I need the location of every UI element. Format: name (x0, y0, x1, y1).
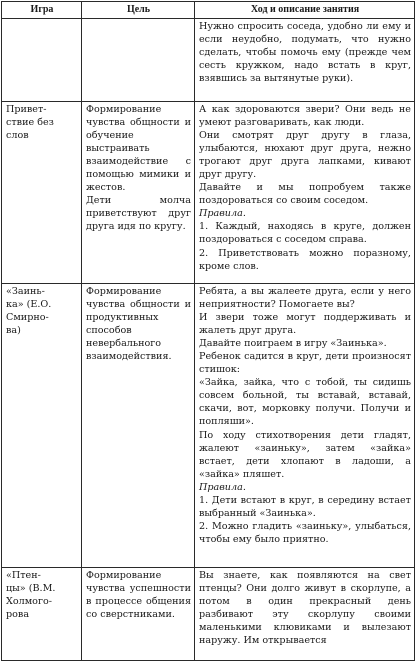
description-cell (195, 568, 415, 661)
description-paragraph: Ребенок садится в круг, дети произносят стишок: (199, 351, 411, 376)
goal-cell (82, 102, 195, 284)
description-paragraph: 1. Каждый, находясь в круге, должен поздороваться с соседом справа. (199, 221, 411, 246)
description-paragraph: Давайте поиграем в игру «Заинька». (199, 338, 387, 350)
table-row (2, 102, 415, 284)
header-goal: Цель (82, 2, 195, 19)
goal-cell (82, 568, 195, 661)
description-paragraph: Они смотрят друг другу в глаза, улыбаются, нюхают друг друга, нежно трогают друг друга лапками, кивают друг другу. (199, 130, 411, 181)
description-paragraph: 2. Приветствовать можно поразному, кроме слов. (199, 247, 411, 272)
goal-text: Формирование чувства успешности в процессе общения со сверстниками. (86, 570, 191, 621)
goal-text: Формирование чувства общности и обучение выстраивать взаимодействие с помощью мимики и жестов. Дети молча приветствуют друг друга идя по кругу. (86, 104, 191, 233)
goal-text: Формирование чувства общности и продуктивных способов невербального взаимодействия. (86, 286, 191, 363)
header-description: Ход и описание занятия (195, 2, 415, 19)
header-game: Игра (2, 2, 82, 19)
game-name-cell (2, 19, 82, 102)
description-paragraph: Вы знаете, как появляются на свет птенцы? Они долго живут в скорлупе, а потом в один прекрасный день разбивают эту скорлупу своими маленькими клювиками и вылезают наружу. Им открывается (199, 570, 411, 647)
game-name: Привет- ствие без слов (6, 104, 54, 142)
description-paragraph: Нужно спросить соседа, удобно ли ему и если неудобно, подумать, что нужно сделать, чтобы помочь ему (прежде чем сесть кружком, надо встать в круг, взявшись за вытянутые руки). (199, 21, 411, 85)
table-row (2, 19, 415, 102)
description-paragraph: 2. Можно гладить «заиньку», улыбаться, чтобы ему было приятно. (199, 520, 411, 545)
description-paragraph: И звери тоже могут поддерживать и жалеть друг друга. (199, 312, 411, 337)
description-cell (195, 284, 415, 568)
game-name: «Птен- цы» (В.М. Холмого- рова (6, 570, 56, 621)
description-paragraph: Давайте и мы попробуем также поздороваться со своим соседом. (199, 182, 411, 207)
goal-cell (82, 284, 195, 568)
description-cell (195, 102, 415, 284)
description-paragraph: 1. Дети встают в круг, в середину встает выбранный «Заинька». (199, 494, 411, 519)
game-name: «Заинь- ка» (Е.О. Смирно- ва) (6, 286, 52, 337)
table-header-row (2, 2, 415, 19)
description-cell (195, 19, 415, 102)
description-paragraph: Ребята, а вы жалеете друга, если у него неприятности? Помогаете вы? (199, 286, 411, 311)
rules-heading: Правила. (199, 208, 246, 220)
game-name-cell (2, 102, 82, 284)
activity-table (1, 1, 415, 661)
description-paragraph: «Зайка, зайка, что с тобой, ты сидишь совсем больной, ты вставай, вставай, скачи, вот, морковку получи. Получи и попляши». (199, 377, 411, 428)
game-name-cell (2, 568, 82, 661)
game-name-cell (2, 284, 82, 568)
goal-cell (82, 19, 195, 102)
description-paragraph: По ходу стихотворения дети гладят, жалеют «заиньку», затем «зайка» встает, дети хлопают в ладоши, а «зайка» пляшет. (199, 429, 411, 480)
rules-heading: Правила. (199, 481, 246, 493)
table-row (2, 568, 415, 661)
description-paragraph: А как здороваются звери? Они ведь не умеют разговаривать, как люди. (199, 104, 411, 129)
table-row (2, 284, 415, 568)
